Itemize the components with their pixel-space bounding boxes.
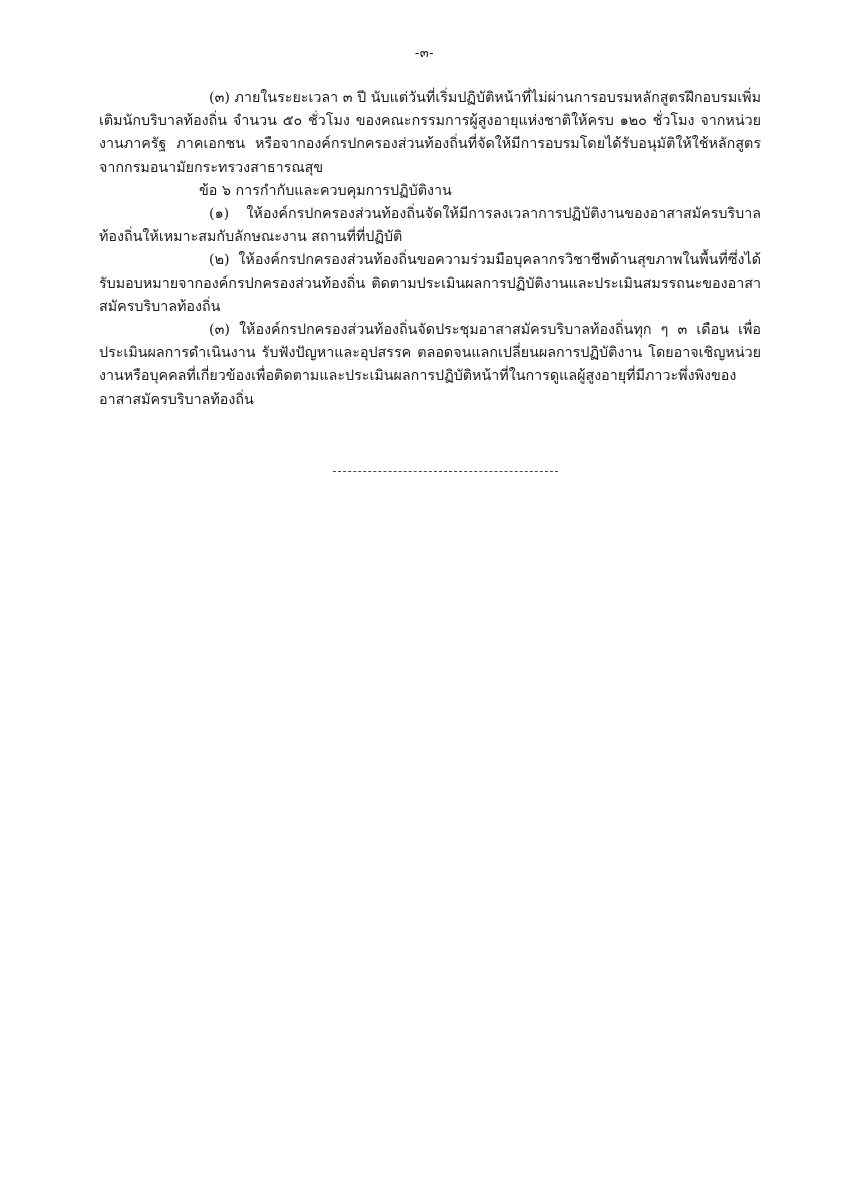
section-heading-article-6: ข้อ ๖ การกำกับและควบคุมการปฏิบัติงาน: [199, 182, 452, 199]
end-separator-line: [333, 471, 558, 472]
paragraph-clause-3-training: (๓) ภายในระยะเวลา ๓ ปี นับแต่วันที่เริ่มปฏิบัติหน้าที่ไม่ผ่านการอบรมหลักสูตรฝึกอบรมเพิ่มเติมนักบริบาลท้องถิ่น จำนวน ๕๐ ชั่วโมง ของคณะกรรมการผู้สูงอายุแห่งชาติให้ครบ ๑๒๐ ชั่วโมง จากหน่วยงานภาครัฐ ภาคเอกชน หรือจากองค์กรปกครองส่วนท้องถิ่นที่จัดให้มีการอบรมโดยได้รับอนุมัติให้ใช้หลักสูตรจากกรมอนามัยกระทรวงสาธารณสุข: [99, 90, 761, 176]
paragraph-clause-2-evaluation: (๒) ให้องค์กรปกครองส่วนท้องถิ่นขอความร่วมมือบุคลากรวิชาชีพด้านสุขภาพในพื้นที่ซึ่งได้รับมอบหมายจากองค์กรปกครองส่วนท้องถิ่น ติดตามประเมินผลการปฏิบัติงานและประเมินสมรรถนะของอาสาสมัครบริบาลท้องถิ่น: [99, 252, 761, 315]
paragraph-clause-1-timekeeping: (๑) ให้องค์กรปกครองส่วนท้องถิ่นจัดให้มีการลงเวลาการปฏิบัติงานของอาสาสมัครบริบาลท้องถิ่นให้เหมาะสมกับลักษณะงาน สถานที่ที่ปฏิบัติ: [99, 206, 761, 246]
paragraph-clause-3-meeting: (๓) ให้องค์กรปกครองส่วนท้องถิ่นจัดประชุมอาสาสมัครบริบาลท้องถิ่นทุก ๆ ๓ เดือน เพื่อประเมินผลการดำเนินงาน รับฟังปัญหาและอุปสรรค ตลอดจนแลกเปลี่ยนผลการปฏิบัติงาน โดยอาจเชิญหน่วยงานหรือบุคคลที่เกี่ยวข้องเพื่อติดตามและประเมินผลการปฏิบัติหน้าที่ในการดูแลผู้สูงอายุที่มีภาวะพึ่งพิงของอาสาสมัครบริบาลท้องถิ่น: [99, 322, 761, 408]
page-number: -๓-: [414, 46, 435, 61]
document-body: [99, 87, 761, 412]
